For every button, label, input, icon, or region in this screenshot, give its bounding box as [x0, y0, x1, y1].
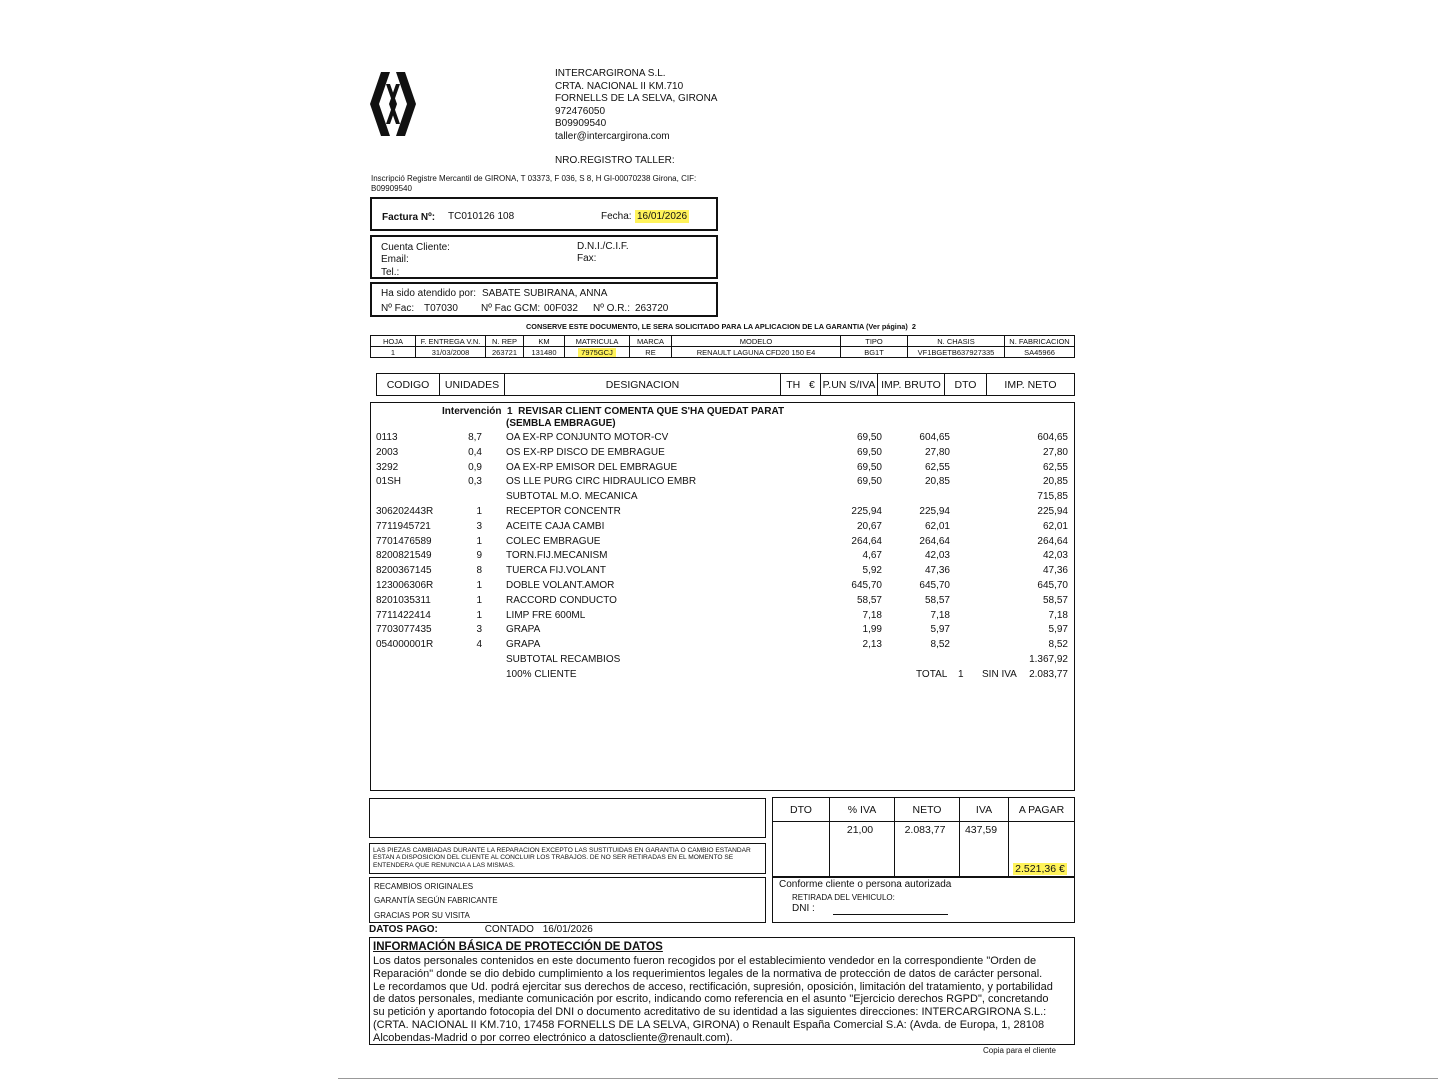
col-neto: IMP. NETO [987, 374, 1075, 396]
conforme-box [772, 877, 1075, 923]
table-row [376, 654, 1070, 669]
line-code: 7703077435 [376, 624, 432, 636]
veh-head-tipo: TIPO [841, 336, 908, 347]
table-row [376, 550, 1070, 565]
line-pun: 69,50 [856, 476, 882, 488]
tel-label: Tel.: [381, 266, 400, 278]
table-row [376, 610, 1070, 625]
line-pun: 58,57 [856, 594, 882, 606]
col-codigo: CODIGO [377, 374, 440, 396]
renault-logo [368, 70, 418, 138]
veh-fabricacion: SA45966 [1005, 347, 1075, 358]
protection-line: Los datos personales contenidos en este documento fueron recogidos por el establecimiento vendedor en la correspondiente "Orden de [373, 955, 1037, 967]
line-pun: 2,13 [862, 639, 882, 651]
line-bruto: 604,65 [919, 432, 950, 443]
payment-label: DATOS PAGO: [369, 924, 438, 935]
invoice-lines [376, 432, 1070, 669]
nfac-label: Nº Fac: [381, 303, 415, 314]
line-code: 7711422414 [376, 609, 431, 621]
protection-line: (CRTA. NACIONAL II KM.710, 17458 FORNELLS DE LA SELVA, GIRONA) o Renault España Comercial S.A: (Avda. de Europa, 1, 28108 [373, 1018, 1045, 1031]
line-units: 3 [476, 624, 482, 636]
tot-iva-pct: 21,00 [830, 822, 895, 877]
col-unidades: UNIDADES [440, 374, 505, 396]
line-units: 8,7 [468, 432, 482, 443]
payment-row [369, 924, 593, 935]
line-code: 7711945721 [376, 520, 431, 532]
cliente-total-value: 2.083,77 [1029, 669, 1068, 680]
tot-head-iva: IVA [960, 798, 1009, 822]
line-pun: 5,92 [862, 565, 882, 577]
line-bruto: 62,01 [924, 520, 950, 532]
line-code: 8200367145 [376, 565, 432, 577]
payment-date: 16/01/2026 [542, 924, 593, 935]
table-row [376, 462, 1070, 477]
tot-iva: 437,59 [960, 822, 1009, 877]
col-euro: € [808, 378, 815, 391]
cliente-total-n: 1 [958, 669, 964, 680]
company-address1: CRTA. NACIONAL II KM.710 [555, 80, 684, 92]
tot-head-dto: DTO [773, 798, 830, 822]
conforme-title: Conforme cliente o persona autorizada [779, 879, 952, 890]
line-neto: 225,94 [1037, 505, 1068, 517]
cliente-desc: 100% CLIENTE [506, 669, 577, 680]
line-units: 1 [476, 505, 482, 517]
table-row [376, 432, 1070, 447]
line-units: 0,3 [468, 476, 482, 488]
table-row [376, 476, 1070, 491]
line-desc: SUBTOTAL M.O. MECANICA [506, 491, 638, 503]
line-desc: GRAPA [506, 624, 541, 636]
table-row [376, 565, 1070, 580]
line-neto: 42,03 [1042, 550, 1068, 562]
tot-neto: 2.083,77 [895, 822, 960, 877]
line-neto: 8,52 [1048, 639, 1068, 651]
line-pun: 225,94 [851, 505, 882, 517]
protection-line: de datos personales, mediante comunicación por escrito, indicando como referencia en el asunto "Ejercicio derechos RGPD", concretando [373, 993, 1049, 1006]
fecha-label: Fecha: [601, 211, 632, 222]
line-bruto: 42,03 [924, 550, 950, 562]
line-neto: 7,18 [1048, 609, 1068, 621]
line-desc: RECEPTOR CONCENTR [506, 505, 621, 517]
line-code: 2003 [376, 446, 399, 458]
line-desc: TUERCA FIJ.VOLANT [506, 565, 607, 577]
line-code: 306202443R [376, 505, 434, 517]
intervention-label: Intervención [442, 406, 502, 417]
line-code: 3292 [376, 461, 399, 473]
table-row [376, 521, 1070, 536]
conserve-note: CONSERVE ESTE DOCUMENTO, LE SERA SOLICITADO PARA LA APLICACION DE LA GARANTIA (Ver página) 2 [526, 322, 916, 331]
line-units: 1 [476, 579, 482, 591]
company-cif: B09909540 [555, 118, 607, 130]
line-neto: 5,97 [1048, 624, 1068, 636]
line-units: 0,9 [468, 461, 482, 473]
line-neto: 47,36 [1042, 565, 1068, 577]
line-bruto: 264,64 [919, 535, 950, 547]
client-box [370, 235, 718, 279]
company-name: INTERCARGIRONA S.L. [555, 68, 666, 79]
factura-label: Factura Nº: [382, 212, 436, 223]
cliente-line [376, 669, 1070, 683]
cliente-siniva-label: SIN IVA [982, 669, 1017, 680]
line-code: 054000001R [376, 639, 434, 651]
notes-box [369, 877, 766, 923]
intervention-text1: REVISAR CLIENT COMENTA QUE S'HA QUEDAT PARAT [518, 406, 785, 417]
email-label: Email: [381, 254, 409, 266]
line-neto: 264,64 [1037, 535, 1068, 547]
scan-edge [338, 1078, 1438, 1079]
mercantil-note: Inscripció Registre Mercantil de GIRONA, T 03373, F 036, S 8, H GI-00070238 Girona, CIF: B09909540 [371, 174, 697, 193]
veh-chasis: VF1BGETB637927335 [908, 347, 1005, 358]
line-pun: 645,70 [851, 579, 882, 591]
line-units: 1 [476, 535, 482, 547]
veh-marca: RE [630, 347, 672, 358]
protection-title: INFORMACIÓN BÁSICA DE PROTECCIÓN DE DATOS [373, 941, 663, 953]
line-neto: 1.367,92 [1029, 653, 1068, 665]
observations-box [369, 798, 766, 838]
intervention-text2: (SEMBLA EMBRAGUE) [506, 418, 616, 429]
line-code: 8201035311 [376, 594, 431, 606]
line-desc: TORN.FIJ.MECANISM [506, 550, 608, 562]
or-label: Nº O.R.: [593, 303, 630, 314]
line-code: 01SH [376, 476, 402, 488]
line-bruto: 58,57 [924, 594, 950, 606]
line-neto: 58,57 [1042, 594, 1068, 606]
veh-head-fabricacion: N. FABRICACION [1005, 336, 1075, 347]
protection-line: Alcobendas-Madrid o por correo electrónico a datoscliente@renault.com). [373, 1031, 733, 1044]
veh-head-km: KM [524, 336, 565, 347]
copy-note: Copia para el cliente [983, 1046, 1056, 1055]
protection-line: Le recordamos que Ud. podrá ejercitar sus derechos de acceso, rectificación, supresión, oposición, limitación del tratamiento, y portabilidad [373, 980, 1053, 993]
veh-head-chasis: N. CHASIS [908, 336, 1005, 347]
veh-head-modelo: MODELO [672, 336, 841, 347]
gcm-label: Nº Fac GCM: [481, 303, 541, 314]
signature-line [833, 914, 948, 915]
line-bruto: 62,55 [924, 461, 950, 473]
line-pun: 4,67 [862, 550, 882, 562]
line-code: 8200821549 [376, 550, 432, 562]
line-desc: OA EX-RP CONJUNTO MOTOR-CV [506, 432, 669, 443]
totals-table [772, 797, 1075, 877]
veh-head-hoja: HOJA [371, 336, 416, 347]
line-bruto: 8,52 [930, 639, 950, 651]
veh-head-nrep: N. REP [486, 336, 524, 347]
line-bruto: 225,94 [919, 505, 950, 517]
table-row [376, 447, 1070, 462]
fecha-value: 16/01/2026 [637, 211, 688, 222]
veh-nrep: 263721 [486, 347, 524, 358]
line-bruto: 27,80 [924, 446, 950, 458]
fax-label: Fax: [577, 253, 597, 265]
line-desc: RACCORD CONDUCTO [506, 594, 617, 606]
table-row [376, 595, 1070, 610]
note-2: GARANTÍA SEGÚN FABRICANTE [374, 896, 498, 905]
veh-fentrega: 31/03/2008 [416, 347, 486, 358]
line-units: 0,4 [468, 446, 482, 458]
line-desc: OS LLE PURG CIRC HIDRAULICO EMBR [506, 476, 697, 488]
line-bruto: 5,97 [930, 624, 950, 636]
line-bruto: 47,36 [924, 565, 950, 577]
table-row [376, 506, 1070, 521]
table-row [376, 536, 1070, 551]
line-bruto: 7,18 [930, 609, 950, 621]
conserve-page: 2 [911, 322, 916, 331]
lines-header [376, 373, 1075, 396]
line-pun: 20,67 [856, 520, 882, 532]
disclaimer-text: LAS PIEZAS CAMBIADAS DURANTE LA REPARACION EXCEPTO LAS SUSTITUIDAS EN GARANTIA O CAMBIO ESTANDAR ESTAN A DISPOSICION DEL CLIENTE AL CONCLUIR LOS TRABAJOS. DE NO SER RETIRADAS EN EL MOMENTO SE ENTENDERA QUE RENUNCIA A LAS MISMAS. [373, 847, 751, 869]
line-pun: 7,18 [862, 609, 882, 621]
col-bruto: IMP. BRUTO [878, 374, 945, 396]
or-value: 263720 [635, 303, 669, 314]
line-neto: 715,85 [1037, 491, 1068, 503]
tot-apagar: 2.521,36 € [1015, 863, 1065, 875]
line-pun: 264,64 [851, 535, 882, 547]
tot-dto [773, 822, 830, 877]
line-units: 4 [476, 639, 482, 651]
line-desc: LIMP FRE 600ML [506, 609, 586, 621]
line-desc: GRAPA [506, 639, 541, 651]
line-code: 123006306R [376, 579, 434, 591]
attended-label: Ha sido atendido por: [381, 288, 477, 299]
line-neto: 62,01 [1042, 520, 1068, 532]
veh-head-matricula: MATRICULA [565, 336, 630, 347]
col-dto: DTO [945, 374, 987, 396]
invoice-box [370, 197, 718, 231]
note-3: GRACIAS POR SU VISITA [374, 911, 470, 920]
conforme-dni: DNI : [792, 903, 815, 914]
conforme-retirada: RETIRADA DEL VEHICULO: [792, 893, 895, 902]
line-neto: 62,55 [1042, 461, 1068, 473]
company-address2: FORNELLS DE LA SELVA, GIRONA [555, 93, 718, 105]
line-neto: 20,85 [1042, 476, 1068, 488]
gcm-value: 00F032 [544, 303, 578, 314]
line-units: 9 [476, 550, 482, 562]
veh-modelo: RENAULT LAGUNA CFD20 150 E4 [672, 347, 841, 358]
col-pun: P.UN S/IVA [821, 374, 878, 396]
tot-head-neto: NETO [895, 798, 960, 822]
line-neto: 604,65 [1037, 432, 1068, 443]
note-1: RECAMBIOS ORIGINALES [374, 882, 474, 891]
table-row [376, 580, 1070, 595]
protection-text [373, 955, 1071, 1045]
line-desc: SUBTOTAL RECAMBIOS [506, 653, 621, 665]
line-desc: COLEC EMBRAGUE [506, 535, 601, 547]
veh-hoja: 1 [371, 347, 416, 358]
company-email: taller@intercargirona.com [555, 130, 670, 142]
line-desc: DOBLE VOLANT.AMOR [506, 579, 615, 591]
line-desc: ACEITE CAJA CAMBI [506, 520, 605, 532]
line-pun: 1,99 [862, 624, 882, 636]
line-pun: 69,50 [856, 461, 882, 473]
registro-taller: NRO.REGISTRO TALLER: [555, 154, 675, 166]
nfac-value: T07030 [424, 303, 458, 314]
intervention-number: 1 [507, 406, 513, 417]
line-bruto: 645,70 [919, 579, 950, 591]
protection-line: su petición y aportando fotocopia del DNI o documento acreditativo de su identidad a las siguientes direcciones: INTERCARGIRONA S.L.: [373, 1006, 1047, 1019]
company-phone: 972476050 [555, 105, 606, 117]
veh-matricula: 7975GCJ [578, 348, 616, 357]
line-bruto: 20,85 [924, 476, 950, 488]
line-pun: 69,50 [856, 446, 882, 458]
veh-head-marca: MARCA [630, 336, 672, 347]
table-row [376, 491, 1070, 506]
veh-tipo: BG1T [841, 347, 908, 358]
dni-label: D.N.I./C.I.F. [577, 241, 629, 252]
line-desc: OA EX-RP EMISOR DEL EMBRAGUE [506, 461, 678, 473]
protection-box [369, 937, 1075, 1045]
veh-km: 131480 [524, 347, 565, 358]
table-row [376, 624, 1070, 639]
line-units: 1 [476, 609, 482, 621]
veh-head-fentrega: F. ENTREGA V.N. [416, 336, 486, 347]
cuenta-label: Cuenta Cliente: [381, 242, 450, 253]
line-neto: 645,70 [1037, 579, 1068, 591]
company-info [555, 68, 717, 167]
attended-box [370, 282, 718, 317]
attended-value: SABATE SUBIRANA, ANNA [482, 288, 608, 299]
line-pun: 69,50 [856, 432, 882, 443]
line-neto: 27,80 [1042, 446, 1068, 458]
tot-head-apagar: A PAGAR [1009, 798, 1075, 822]
disclaimer-box [369, 843, 766, 874]
col-th: TH [786, 378, 801, 391]
tot-head-iva-pct: % IVA [830, 798, 895, 822]
intervention-heading [442, 407, 784, 418]
payment-method: CONTADO [484, 924, 534, 935]
line-units: 1 [476, 594, 482, 606]
vehicle-table [370, 335, 1075, 358]
line-units: 3 [476, 520, 482, 532]
cliente-total-label: TOTAL [916, 669, 948, 680]
line-code: 0113 [376, 432, 398, 443]
line-desc: OS EX-RP DISCO DE EMBRAGUE [506, 446, 665, 458]
line-code: 7701476589 [376, 535, 432, 547]
col-designacion: DESIGNACION [505, 374, 781, 396]
line-units: 8 [476, 565, 482, 577]
table-row [376, 639, 1070, 654]
protection-line: Reparación" donde se dio debido cumplimiento a los requerimientos legales de la normativa de protección de datos de carácter personal. [373, 967, 1043, 980]
factura-value: TC010126 108 [448, 211, 515, 222]
